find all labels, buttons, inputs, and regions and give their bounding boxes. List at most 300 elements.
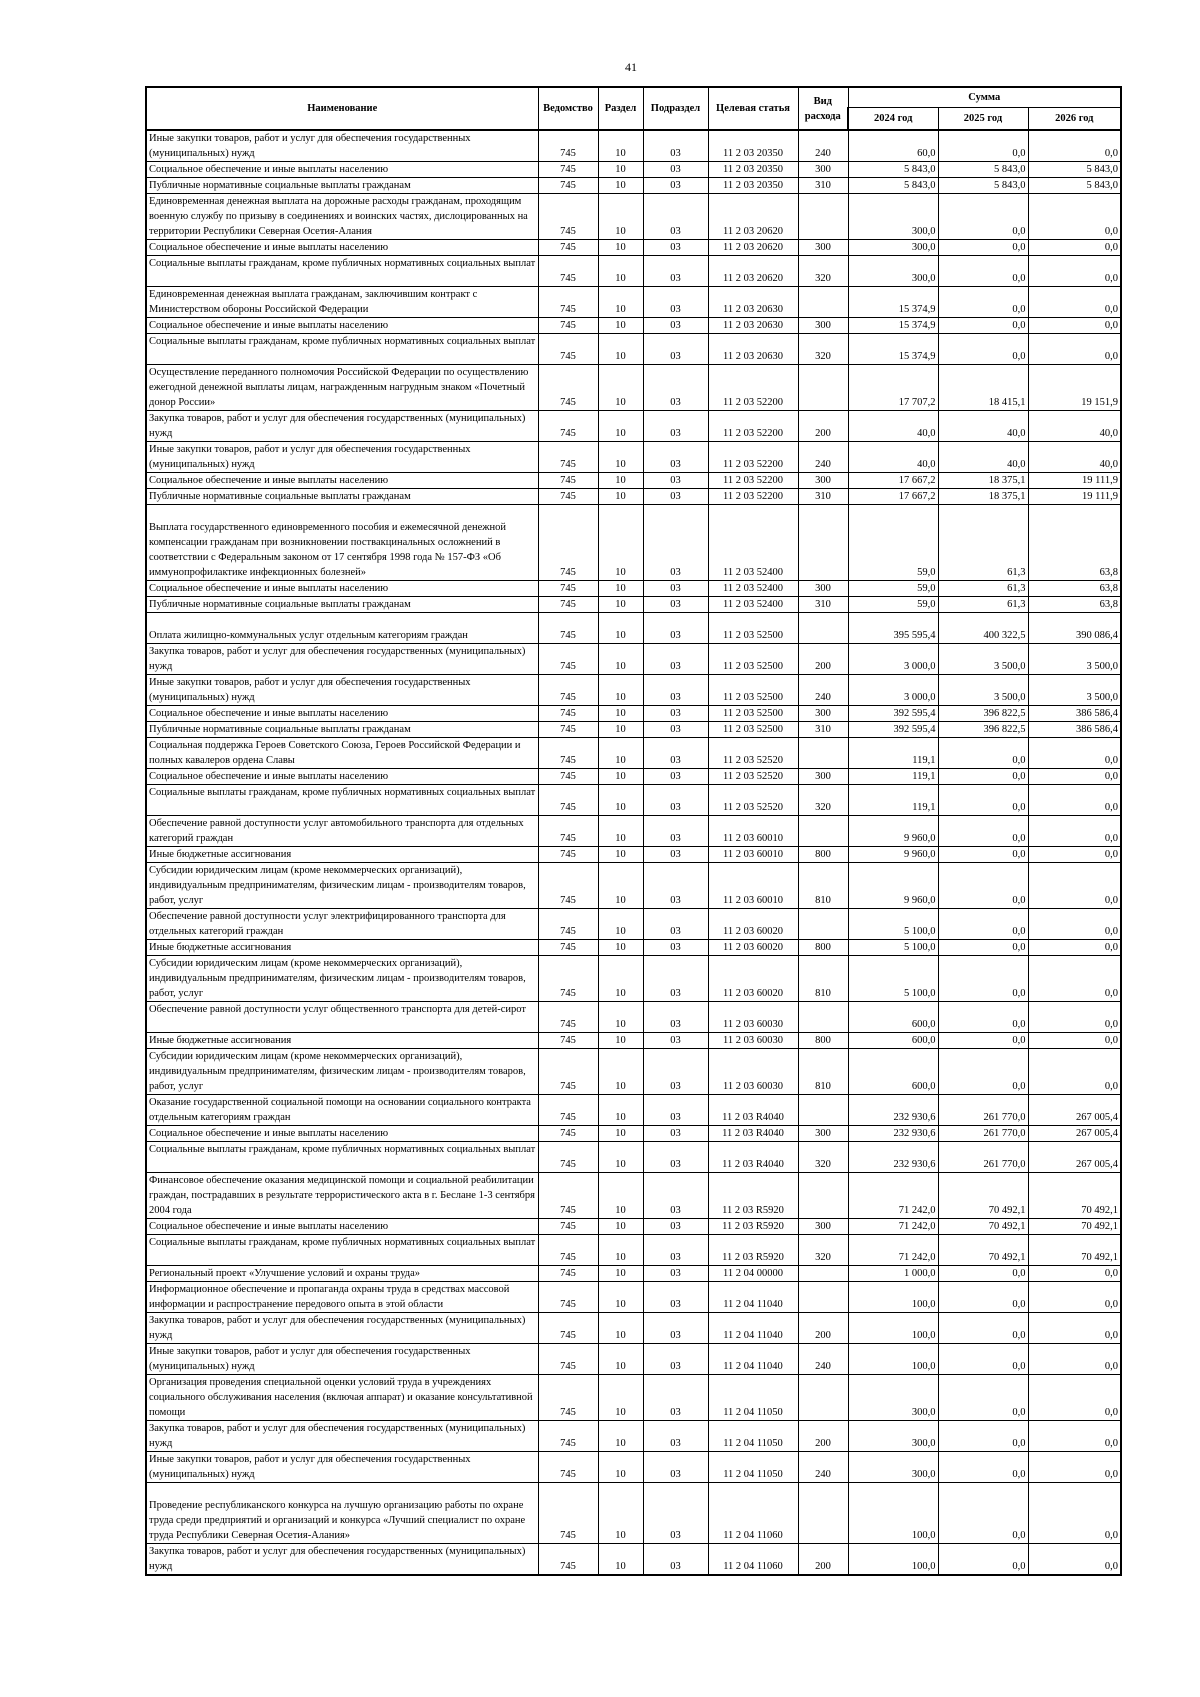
row-sum-2024: 9 960,0 xyxy=(848,816,938,847)
row-sum-2025: 0,0 xyxy=(938,1344,1028,1375)
row-sum-2026: 0,0 xyxy=(1028,1483,1121,1544)
row-subsection: 03 xyxy=(643,334,708,365)
row-expense-type: 310 xyxy=(798,178,848,194)
row-sum-2024: 15 374,9 xyxy=(848,287,938,318)
row-sum-2025: 0,0 xyxy=(938,1452,1028,1483)
row-expense-type: 800 xyxy=(798,847,848,863)
row-subsection: 03 xyxy=(643,1173,708,1219)
row-expense-type xyxy=(798,1173,848,1219)
row-target-article: 11 2 03 R4040 xyxy=(708,1142,798,1173)
row-sum-2026: 3 500,0 xyxy=(1028,675,1121,706)
row-expense-type xyxy=(798,613,848,644)
row-target-article: 11 2 03 R5920 xyxy=(708,1219,798,1235)
row-subsection: 03 xyxy=(643,722,708,738)
row-sum-2026: 5 843,0 xyxy=(1028,162,1121,178)
row-expense-type: 310 xyxy=(798,489,848,505)
row-expense-type: 200 xyxy=(798,644,848,675)
row-section: 10 xyxy=(598,738,643,769)
row-sum-2025: 61,3 xyxy=(938,581,1028,597)
row-target-article: 11 2 03 52400 xyxy=(708,505,798,581)
row-name: Осуществление переданного полномочия Российской Федерации по осуществлению ежегодной денежной выплаты лицам, награжденным нагрудным знаком «Почетный донор России» xyxy=(146,365,538,411)
row-name: Финансовое обеспечение оказания медицинской помощи и социальной реабилитации граждан, пострадавших в результате террористического акта в г. Беслане 1-3 сентября 2004 года xyxy=(146,1173,538,1219)
row-section: 10 xyxy=(598,505,643,581)
row-sum-2026: 0,0 xyxy=(1028,816,1121,847)
row-target-article: 11 2 04 11060 xyxy=(708,1483,798,1544)
row-department: 745 xyxy=(538,940,598,956)
row-sum-2026: 0,0 xyxy=(1028,909,1121,940)
table-row xyxy=(146,956,1121,1002)
row-expense-type: 810 xyxy=(798,956,848,1002)
row-subsection: 03 xyxy=(643,1002,708,1033)
row-target-article: 11 2 03 52520 xyxy=(708,769,798,785)
table-row xyxy=(146,1142,1121,1173)
row-name: Закупка товаров, работ и услуг для обеспечения государственных (муниципальных) нужд xyxy=(146,1544,538,1576)
row-sum-2025: 5 843,0 xyxy=(938,162,1028,178)
row-subsection: 03 xyxy=(643,940,708,956)
row-subsection: 03 xyxy=(643,816,708,847)
row-sum-2026: 0,0 xyxy=(1028,1002,1121,1033)
row-subsection: 03 xyxy=(643,597,708,613)
row-sum-2024: 15 374,9 xyxy=(848,318,938,334)
row-department: 745 xyxy=(538,1049,598,1095)
row-section: 10 xyxy=(598,162,643,178)
row-sum-2026: 70 492,1 xyxy=(1028,1219,1121,1235)
row-target-article: 11 2 03 52200 xyxy=(708,365,798,411)
row-expense-type xyxy=(798,738,848,769)
row-sum-2025: 261 770,0 xyxy=(938,1142,1028,1173)
row-sum-2024: 9 960,0 xyxy=(848,863,938,909)
row-subsection: 03 xyxy=(643,505,708,581)
row-subsection: 03 xyxy=(643,365,708,411)
row-subsection: 03 xyxy=(643,178,708,194)
row-sum-2025: 261 770,0 xyxy=(938,1095,1028,1126)
row-subsection: 03 xyxy=(643,581,708,597)
row-sum-2026: 0,0 xyxy=(1028,1033,1121,1049)
row-department: 745 xyxy=(538,581,598,597)
table-row xyxy=(146,162,1121,178)
row-sum-2026: 0,0 xyxy=(1028,1266,1121,1282)
row-section: 10 xyxy=(598,675,643,706)
row-sum-2026: 0,0 xyxy=(1028,940,1121,956)
table-row xyxy=(146,1452,1121,1483)
row-name: Субсидии юридическим лицам (кроме некоммерческих организаций), индивидуальным предпринимателям, физическим лицам - производителям товаров, работ, услуг xyxy=(146,863,538,909)
row-sum-2025: 0,0 xyxy=(938,240,1028,256)
row-sum-2025: 0,0 xyxy=(938,318,1028,334)
row-department: 745 xyxy=(538,411,598,442)
row-section: 10 xyxy=(598,909,643,940)
row-subsection: 03 xyxy=(643,847,708,863)
row-expense-type xyxy=(798,909,848,940)
row-sum-2026: 0,0 xyxy=(1028,130,1121,162)
header-department: Ведомство xyxy=(538,87,598,130)
row-sum-2026: 0,0 xyxy=(1028,1375,1121,1421)
row-name: Единовременная денежная выплата на дорожные расходы гражданам, проходящим военную службу по призыву в соединениях и воинских частях, дислоцированных на территории Республики Северная Осетия-Алания xyxy=(146,194,538,240)
row-department: 745 xyxy=(538,162,598,178)
row-department: 745 xyxy=(538,178,598,194)
header-name: Наименование xyxy=(146,87,538,130)
row-target-article: 11 2 03 52500 xyxy=(708,722,798,738)
row-target-article: 11 2 03 52500 xyxy=(708,706,798,722)
row-name: Социальное обеспечение и иные выплаты населению xyxy=(146,1219,538,1235)
row-sum-2026: 19 151,9 xyxy=(1028,365,1121,411)
row-expense-type: 320 xyxy=(798,1235,848,1266)
row-sum-2025: 0,0 xyxy=(938,738,1028,769)
row-target-article: 11 2 03 52200 xyxy=(708,489,798,505)
row-sum-2025: 0,0 xyxy=(938,194,1028,240)
row-sum-2026: 19 111,9 xyxy=(1028,473,1121,489)
row-target-article: 11 2 03 52200 xyxy=(708,442,798,473)
row-section: 10 xyxy=(598,1033,643,1049)
row-sum-2024: 3 000,0 xyxy=(848,675,938,706)
row-target-article: 11 2 03 20630 xyxy=(708,287,798,318)
row-expense-type xyxy=(798,194,848,240)
row-department: 745 xyxy=(538,769,598,785)
row-target-article: 11 2 03 20620 xyxy=(708,256,798,287)
table-row xyxy=(146,1002,1121,1033)
row-sum-2024: 40,0 xyxy=(848,442,938,473)
row-department: 745 xyxy=(538,909,598,940)
row-sum-2026: 0,0 xyxy=(1028,1049,1121,1095)
row-subsection: 03 xyxy=(643,411,708,442)
row-target-article: 11 2 03 20620 xyxy=(708,194,798,240)
row-section: 10 xyxy=(598,1235,643,1266)
row-target-article: 11 2 04 00000 xyxy=(708,1266,798,1282)
row-expense-type xyxy=(798,287,848,318)
row-sum-2024: 60,0 xyxy=(848,130,938,162)
row-sum-2026: 267 005,4 xyxy=(1028,1126,1121,1142)
table-row xyxy=(146,1375,1121,1421)
row-sum-2024: 300,0 xyxy=(848,1421,938,1452)
header-sum: Сумма xyxy=(848,87,1121,108)
row-sum-2026: 19 111,9 xyxy=(1028,489,1121,505)
table-row xyxy=(146,505,1121,581)
row-sum-2026: 0,0 xyxy=(1028,1421,1121,1452)
row-expense-type xyxy=(798,505,848,581)
row-sum-2026: 0,0 xyxy=(1028,847,1121,863)
row-expense-type: 300 xyxy=(798,1219,848,1235)
table-row xyxy=(146,178,1121,194)
row-expense-type xyxy=(798,1375,848,1421)
row-sum-2025: 0,0 xyxy=(938,1313,1028,1344)
row-department: 745 xyxy=(538,1483,598,1544)
row-sum-2024: 100,0 xyxy=(848,1282,938,1313)
row-expense-type: 300 xyxy=(798,1126,848,1142)
row-sum-2026: 0,0 xyxy=(1028,1313,1121,1344)
row-name: Социальные выплаты гражданам, кроме публичных нормативных социальных выплат xyxy=(146,1142,538,1173)
row-sum-2024: 300,0 xyxy=(848,240,938,256)
row-sum-2025: 70 492,1 xyxy=(938,1219,1028,1235)
row-subsection: 03 xyxy=(643,1483,708,1544)
row-sum-2026: 0,0 xyxy=(1028,1282,1121,1313)
row-sum-2024: 71 242,0 xyxy=(848,1173,938,1219)
row-department: 745 xyxy=(538,863,598,909)
row-department: 745 xyxy=(538,644,598,675)
row-target-article: 11 2 03 R4040 xyxy=(708,1126,798,1142)
row-sum-2025: 0,0 xyxy=(938,1544,1028,1576)
row-sum-2026: 0,0 xyxy=(1028,1544,1121,1576)
row-target-article: 11 2 03 60030 xyxy=(708,1033,798,1049)
row-name: Социальное обеспечение и иные выплаты населению xyxy=(146,581,538,597)
row-sum-2025: 61,3 xyxy=(938,505,1028,581)
row-sum-2026: 0,0 xyxy=(1028,287,1121,318)
row-sum-2024: 1 000,0 xyxy=(848,1266,938,1282)
table-row xyxy=(146,1266,1121,1282)
row-sum-2024: 40,0 xyxy=(848,411,938,442)
row-sum-2026: 40,0 xyxy=(1028,411,1121,442)
row-target-article: 11 2 03 52400 xyxy=(708,581,798,597)
row-section: 10 xyxy=(598,613,643,644)
row-sum-2025: 40,0 xyxy=(938,442,1028,473)
row-target-article: 11 2 03 20630 xyxy=(708,318,798,334)
row-department: 745 xyxy=(538,613,598,644)
row-sum-2024: 17 667,2 xyxy=(848,473,938,489)
row-department: 745 xyxy=(538,1173,598,1219)
table-row xyxy=(146,1173,1121,1219)
row-sum-2025: 0,0 xyxy=(938,956,1028,1002)
row-expense-type xyxy=(798,1282,848,1313)
row-target-article: 11 2 03 60030 xyxy=(708,1002,798,1033)
row-section: 10 xyxy=(598,489,643,505)
row-expense-type xyxy=(798,1002,848,1033)
table-row xyxy=(146,816,1121,847)
table-row xyxy=(146,318,1121,334)
row-name: Социальное обеспечение и иные выплаты населению xyxy=(146,473,538,489)
table-row xyxy=(146,581,1121,597)
table-row xyxy=(146,675,1121,706)
row-name: Иные бюджетные ассигнования xyxy=(146,1033,538,1049)
row-subsection: 03 xyxy=(643,644,708,675)
header-year-2024: 2024 год xyxy=(848,108,938,131)
row-target-article: 11 2 04 11050 xyxy=(708,1421,798,1452)
row-subsection: 03 xyxy=(643,442,708,473)
row-sum-2024: 17 667,2 xyxy=(848,489,938,505)
row-section: 10 xyxy=(598,411,643,442)
table-row xyxy=(146,644,1121,675)
table-row xyxy=(146,130,1121,162)
row-sum-2025: 0,0 xyxy=(938,816,1028,847)
row-sum-2024: 59,0 xyxy=(848,581,938,597)
table-row xyxy=(146,1095,1121,1126)
row-target-article: 11 2 03 20350 xyxy=(708,162,798,178)
row-sum-2024: 119,1 xyxy=(848,785,938,816)
row-department: 745 xyxy=(538,256,598,287)
row-target-article: 11 2 04 11050 xyxy=(708,1375,798,1421)
row-name: Закупка товаров, работ и услуг для обеспечения государственных (муниципальных) нужд xyxy=(146,1313,538,1344)
row-sum-2025: 70 492,1 xyxy=(938,1235,1028,1266)
row-subsection: 03 xyxy=(643,1219,708,1235)
row-section: 10 xyxy=(598,318,643,334)
row-sum-2025: 400 322,5 xyxy=(938,613,1028,644)
row-department: 745 xyxy=(538,1033,598,1049)
row-expense-type: 320 xyxy=(798,256,848,287)
row-sum-2026: 267 005,4 xyxy=(1028,1142,1121,1173)
row-section: 10 xyxy=(598,1266,643,1282)
row-name: Выплата государственного единовременного пособия и ежемесячной денежной компенсации гражданам при возникновении поствакцинальных осложнений в соответствии с Федеральным законом от 17 сентября 1998 года № 157-ФЗ «Об иммунопрофилактике инфекционных болезней» xyxy=(146,505,538,581)
row-name: Иные закупки товаров, работ и услуг для обеспечения государственных (муниципальных) нужд xyxy=(146,1344,538,1375)
row-subsection: 03 xyxy=(643,909,708,940)
table-row xyxy=(146,769,1121,785)
row-department: 745 xyxy=(538,473,598,489)
row-target-article: 11 2 04 11050 xyxy=(708,1452,798,1483)
row-sum-2026: 0,0 xyxy=(1028,240,1121,256)
row-section: 10 xyxy=(598,956,643,1002)
row-department: 745 xyxy=(538,318,598,334)
row-department: 745 xyxy=(538,597,598,613)
row-expense-type: 310 xyxy=(798,597,848,613)
row-sum-2026: 5 843,0 xyxy=(1028,178,1121,194)
row-sum-2026: 390 086,4 xyxy=(1028,613,1121,644)
row-subsection: 03 xyxy=(643,956,708,1002)
row-target-article: 11 2 03 20620 xyxy=(708,240,798,256)
row-expense-type: 200 xyxy=(798,1313,848,1344)
page-number: 41 xyxy=(625,60,637,74)
row-subsection: 03 xyxy=(643,256,708,287)
row-sum-2025: 261 770,0 xyxy=(938,1126,1028,1142)
row-name: Социальные выплаты гражданам, кроме публичных нормативных социальных выплат xyxy=(146,256,538,287)
row-sum-2025: 0,0 xyxy=(938,940,1028,956)
row-name: Закупка товаров, работ и услуг для обеспечения государственных (муниципальных) нужд xyxy=(146,1421,538,1452)
row-sum-2026: 0,0 xyxy=(1028,863,1121,909)
row-subsection: 03 xyxy=(643,769,708,785)
row-sum-2026: 0,0 xyxy=(1028,334,1121,365)
row-sum-2025: 0,0 xyxy=(938,1266,1028,1282)
row-sum-2025: 0,0 xyxy=(938,1483,1028,1544)
row-name: Социальная поддержка Героев Советского Союза, Героев Российской Федерации и полных кавалеров ордена Славы xyxy=(146,738,538,769)
row-subsection: 03 xyxy=(643,473,708,489)
row-name: Иные закупки товаров, работ и услуг для обеспечения государственных (муниципальных) нужд xyxy=(146,130,538,162)
row-section: 10 xyxy=(598,1173,643,1219)
table-row xyxy=(146,287,1121,318)
row-expense-type xyxy=(798,365,848,411)
row-expense-type: 810 xyxy=(798,1049,848,1095)
row-section: 10 xyxy=(598,1421,643,1452)
row-subsection: 03 xyxy=(643,1142,708,1173)
row-section: 10 xyxy=(598,722,643,738)
row-section: 10 xyxy=(598,178,643,194)
row-section: 10 xyxy=(598,334,643,365)
row-sum-2024: 5 100,0 xyxy=(848,940,938,956)
row-sum-2025: 40,0 xyxy=(938,411,1028,442)
row-expense-type xyxy=(798,1483,848,1544)
row-sum-2024: 119,1 xyxy=(848,738,938,769)
row-department: 745 xyxy=(538,1095,598,1126)
row-sum-2026: 0,0 xyxy=(1028,194,1121,240)
row-sum-2024: 9 960,0 xyxy=(848,847,938,863)
table-row xyxy=(146,442,1121,473)
row-target-article: 11 2 03 20630 xyxy=(708,334,798,365)
row-subsection: 03 xyxy=(643,489,708,505)
row-sum-2025: 0,0 xyxy=(938,1282,1028,1313)
row-section: 10 xyxy=(598,365,643,411)
row-sum-2026: 70 492,1 xyxy=(1028,1235,1121,1266)
row-target-article: 11 2 03 52500 xyxy=(708,675,798,706)
row-name: Социальное обеспечение и иные выплаты населению xyxy=(146,162,538,178)
header-section: Раздел xyxy=(598,87,643,130)
table-row xyxy=(146,1421,1121,1452)
table-body xyxy=(146,130,1121,1575)
row-name: Публичные нормативные социальные выплаты гражданам xyxy=(146,489,538,505)
row-department: 745 xyxy=(538,1235,598,1266)
row-sum-2025: 3 500,0 xyxy=(938,644,1028,675)
row-name: Закупка товаров, работ и услуг для обеспечения государственных (муниципальных) нужд xyxy=(146,644,538,675)
row-target-article: 11 2 03 R5920 xyxy=(708,1173,798,1219)
row-target-article: 11 2 03 60020 xyxy=(708,940,798,956)
row-department: 745 xyxy=(538,785,598,816)
row-section: 10 xyxy=(598,816,643,847)
row-name: Социальное обеспечение и иные выплаты населению xyxy=(146,318,538,334)
row-expense-type: 810 xyxy=(798,863,848,909)
budget-table xyxy=(145,86,1122,1576)
row-target-article: 11 2 03 52200 xyxy=(708,473,798,489)
row-name: Публичные нормативные социальные выплаты гражданам xyxy=(146,178,538,194)
row-subsection: 03 xyxy=(643,162,708,178)
row-subsection: 03 xyxy=(643,1126,708,1142)
row-section: 10 xyxy=(598,1095,643,1126)
row-sum-2026: 0,0 xyxy=(1028,785,1121,816)
row-subsection: 03 xyxy=(643,1033,708,1049)
row-name: Единовременная денежная выплата гражданам, заключившим контракт с Министерством обороны Российской Федерации xyxy=(146,287,538,318)
row-section: 10 xyxy=(598,940,643,956)
row-subsection: 03 xyxy=(643,1452,708,1483)
row-target-article: 11 2 03 60020 xyxy=(708,956,798,1002)
row-sum-2025: 70 492,1 xyxy=(938,1173,1028,1219)
row-expense-type: 300 xyxy=(798,162,848,178)
row-sum-2024: 100,0 xyxy=(848,1313,938,1344)
table-row xyxy=(146,1033,1121,1049)
row-department: 745 xyxy=(538,1282,598,1313)
header-target-article: Целевая статья xyxy=(708,87,798,130)
row-name: Проведение республиканского конкурса на лучшую организацию работы по охране труда среди предприятий и организаций и конкурса «Лучший специалист по охране труда Республики Северная Осетия-Алания» xyxy=(146,1483,538,1544)
row-sum-2024: 100,0 xyxy=(848,1344,938,1375)
row-sum-2026: 3 500,0 xyxy=(1028,644,1121,675)
row-target-article: 11 2 04 11040 xyxy=(708,1344,798,1375)
header-year-2025: 2025 год xyxy=(938,108,1028,131)
row-target-article: 11 2 03 20350 xyxy=(708,130,798,162)
row-sum-2025: 3 500,0 xyxy=(938,675,1028,706)
row-section: 10 xyxy=(598,194,643,240)
row-section: 10 xyxy=(598,130,643,162)
row-name: Иные закупки товаров, работ и услуг для обеспечения государственных (муниципальных) нужд xyxy=(146,675,538,706)
table-row xyxy=(146,240,1121,256)
row-section: 10 xyxy=(598,1126,643,1142)
row-subsection: 03 xyxy=(643,1544,708,1576)
table-row xyxy=(146,706,1121,722)
row-subsection: 03 xyxy=(643,863,708,909)
row-expense-type: 800 xyxy=(798,940,848,956)
row-section: 10 xyxy=(598,863,643,909)
table-header xyxy=(146,87,1121,130)
table-row xyxy=(146,411,1121,442)
row-sum-2026: 0,0 xyxy=(1028,769,1121,785)
row-section: 10 xyxy=(598,473,643,489)
row-department: 745 xyxy=(538,1421,598,1452)
table-row xyxy=(146,597,1121,613)
row-sum-2025: 0,0 xyxy=(938,1033,1028,1049)
row-expense-type xyxy=(798,816,848,847)
row-department: 745 xyxy=(538,240,598,256)
row-subsection: 03 xyxy=(643,1095,708,1126)
row-section: 10 xyxy=(598,706,643,722)
row-name: Иные закупки товаров, работ и услуг для обеспечения государственных (муниципальных) нужд xyxy=(146,1452,538,1483)
row-sum-2024: 71 242,0 xyxy=(848,1219,938,1235)
row-name: Оплата жилищно-коммунальных услуг отдельным категориям граждан xyxy=(146,613,538,644)
row-sum-2024: 5 843,0 xyxy=(848,162,938,178)
row-name: Иные закупки товаров, работ и услуг для обеспечения государственных (муниципальных) нужд xyxy=(146,442,538,473)
row-sum-2024: 300,0 xyxy=(848,1375,938,1421)
row-name: Социальные выплаты гражданам, кроме публичных нормативных социальных выплат xyxy=(146,334,538,365)
table-row xyxy=(146,1483,1121,1544)
row-name: Социальное обеспечение и иные выплаты населению xyxy=(146,240,538,256)
